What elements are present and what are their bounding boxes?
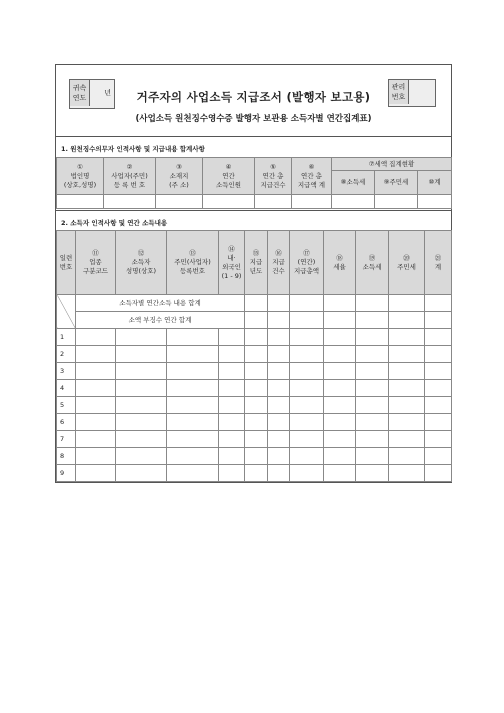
year-unit: 년 bbox=[104, 89, 111, 97]
input-cell[interactable] bbox=[76, 414, 116, 431]
input-cell[interactable] bbox=[290, 312, 324, 329]
input-cell[interactable] bbox=[76, 448, 116, 465]
col-resident-tax: ⑳ 주민세 bbox=[389, 231, 425, 295]
table-row bbox=[57, 465, 452, 482]
input-cell[interactable] bbox=[245, 329, 268, 346]
input-cell[interactable] bbox=[268, 295, 290, 312]
input-cell[interactable] bbox=[324, 363, 356, 380]
earners-table bbox=[56, 230, 452, 482]
input-cell[interactable] bbox=[418, 195, 452, 209]
input-cell[interactable] bbox=[425, 380, 452, 397]
table-row bbox=[57, 448, 452, 465]
input-cell[interactable] bbox=[290, 465, 324, 482]
col-total: ㉑ 계 bbox=[425, 231, 452, 295]
input-cell[interactable] bbox=[425, 448, 452, 465]
col-pay-count: ⑯ 지급 건수 bbox=[268, 231, 290, 295]
section2-heading bbox=[56, 210, 451, 231]
input-cell[interactable] bbox=[219, 380, 245, 397]
row-number: 3 bbox=[57, 363, 76, 380]
input-cell[interactable] bbox=[167, 363, 219, 380]
attribution-year-label: 귀속 연도 bbox=[70, 80, 90, 106]
input-cell[interactable] bbox=[425, 363, 452, 380]
input-cell[interactable] bbox=[203, 195, 255, 209]
row-number: 2 bbox=[57, 346, 76, 363]
input-cell[interactable] bbox=[389, 346, 425, 363]
input-cell[interactable] bbox=[219, 431, 245, 448]
input-cell[interactable] bbox=[389, 312, 425, 329]
input-cell[interactable] bbox=[76, 380, 116, 397]
row-number: 1 bbox=[57, 329, 76, 346]
section1-heading bbox=[56, 136, 451, 158]
table-row bbox=[57, 346, 452, 363]
input-cell[interactable] bbox=[324, 448, 356, 465]
table-row bbox=[57, 329, 452, 346]
input-cell[interactable] bbox=[268, 397, 290, 414]
input-cell[interactable] bbox=[245, 312, 268, 329]
input-cell[interactable] bbox=[116, 465, 167, 482]
data-rows bbox=[57, 329, 452, 482]
input-cell[interactable] bbox=[332, 195, 375, 209]
input-cell[interactable] bbox=[245, 346, 268, 363]
input-cell[interactable] bbox=[268, 363, 290, 380]
input-cell[interactable] bbox=[290, 397, 324, 414]
form-header bbox=[56, 65, 451, 136]
input-cell[interactable] bbox=[76, 329, 116, 346]
col-serial: 일련 번호 bbox=[57, 231, 76, 295]
col-reg-no: ⑬ 주민(사업자) 등록번호 bbox=[167, 231, 219, 295]
summary-small-label: 소액 부징수 연간 합계 bbox=[76, 312, 245, 329]
input-cell[interactable] bbox=[324, 346, 356, 363]
input-cell[interactable] bbox=[245, 397, 268, 414]
row-number: 5 bbox=[57, 397, 76, 414]
input-cell[interactable] bbox=[389, 465, 425, 482]
input-cell[interactable] bbox=[389, 329, 425, 346]
input-cell[interactable] bbox=[255, 195, 292, 209]
page-subtitle: (사업소득 원천징수영수증 발행자 보관용 소득자별 연간집계표) bbox=[135, 114, 372, 124]
table-row bbox=[57, 380, 452, 397]
col-annual-earners: ④ 연간 소득인원 bbox=[203, 158, 255, 195]
input-cell[interactable] bbox=[290, 295, 324, 312]
table-row bbox=[57, 397, 452, 414]
summary-total-label: 소득자별 연간소득 내용 합계 bbox=[76, 295, 245, 312]
input-cell[interactable] bbox=[116, 431, 167, 448]
input-cell[interactable] bbox=[219, 397, 245, 414]
page-title: 거주자의 사업소득 지급조서 (발행자 보고용) bbox=[136, 90, 371, 104]
input-cell[interactable] bbox=[245, 380, 268, 397]
input-cell[interactable] bbox=[57, 195, 104, 209]
input-cell[interactable] bbox=[389, 431, 425, 448]
input-cell[interactable] bbox=[290, 346, 324, 363]
management-number-label: 관리 번호 bbox=[389, 80, 409, 104]
input-cell[interactable] bbox=[290, 329, 324, 346]
table-row bbox=[57, 414, 452, 431]
table-row bbox=[57, 363, 452, 380]
col-income-tax: ⑧소득세 bbox=[332, 171, 375, 195]
input-cell[interactable] bbox=[324, 380, 356, 397]
input-cell[interactable] bbox=[156, 195, 203, 209]
input-cell[interactable] bbox=[167, 448, 219, 465]
input-cell[interactable] bbox=[324, 295, 356, 312]
col-pay-total: ⑰ (연간) 지급총액 bbox=[290, 231, 324, 295]
input-cell[interactable] bbox=[268, 465, 290, 482]
section2-title: 2. 소득자 인적사항 및 연간 소득내용 bbox=[61, 219, 168, 227]
col-industry-code: ⑪ 업종 구분코드 bbox=[76, 231, 116, 295]
col-pay-year: ⑮ 지급 년도 bbox=[245, 231, 268, 295]
col-income-tax: ⑲ 소득세 bbox=[356, 231, 389, 295]
col-biz-reg-no: ② 사업자(주민) 등 록 번 호 bbox=[104, 158, 156, 195]
col-tax-rate: ⑱ 세율 bbox=[324, 231, 356, 295]
input-cell[interactable] bbox=[356, 397, 389, 414]
input-cell[interactable] bbox=[324, 329, 356, 346]
input-cell[interactable] bbox=[389, 363, 425, 380]
report-form bbox=[55, 64, 452, 483]
input-cell[interactable] bbox=[116, 329, 167, 346]
input-cell[interactable] bbox=[167, 380, 219, 397]
input-cell[interactable] bbox=[389, 295, 425, 312]
input-cell[interactable] bbox=[167, 465, 219, 482]
input-cell[interactable] bbox=[290, 431, 324, 448]
input-cell[interactable] bbox=[268, 414, 290, 431]
row-number: 6 bbox=[57, 414, 76, 431]
input-cell[interactable] bbox=[324, 414, 356, 431]
input-cell[interactable] bbox=[268, 329, 290, 346]
input-cell[interactable] bbox=[268, 448, 290, 465]
input-cell[interactable] bbox=[290, 363, 324, 380]
col-corp-name: ① 법인명 (상호,성명) bbox=[57, 158, 104, 195]
input-cell[interactable] bbox=[268, 312, 290, 329]
col-tax-summary: ⑦세액 집계현황 bbox=[332, 158, 452, 171]
input-cell[interactable] bbox=[116, 380, 167, 397]
input-cell[interactable] bbox=[292, 195, 332, 209]
row-number: 7 bbox=[57, 431, 76, 448]
table-row bbox=[57, 431, 452, 448]
row-number: 9 bbox=[57, 465, 76, 482]
col-earner-name: ⑫ 소득자 성명(상호) bbox=[116, 231, 167, 295]
input-cell[interactable] bbox=[104, 195, 156, 209]
input-cell[interactable] bbox=[389, 414, 425, 431]
input-cell[interactable] bbox=[356, 380, 389, 397]
input-cell[interactable] bbox=[167, 431, 219, 448]
input-cell[interactable] bbox=[425, 397, 452, 414]
input-cell[interactable] bbox=[76, 397, 116, 414]
row-number: 8 bbox=[57, 448, 76, 465]
section1-title: 1. 원천징수의무자 인적사항 및 지급내용 합계사항 bbox=[61, 145, 205, 153]
input-cell[interactable] bbox=[356, 312, 389, 329]
col-resident-tax: ⑨주민세 bbox=[375, 171, 418, 195]
input-cell[interactable] bbox=[167, 414, 219, 431]
input-cell[interactable] bbox=[116, 397, 167, 414]
input-cell[interactable] bbox=[167, 346, 219, 363]
input-cell[interactable] bbox=[356, 363, 389, 380]
input-cell[interactable] bbox=[389, 448, 425, 465]
input-cell[interactable] bbox=[324, 312, 356, 329]
input-cell[interactable] bbox=[324, 465, 356, 482]
input-cell[interactable] bbox=[245, 465, 268, 482]
input-cell[interactable] bbox=[425, 346, 452, 363]
input-cell[interactable] bbox=[219, 329, 245, 346]
input-cell[interactable] bbox=[116, 363, 167, 380]
input-cell[interactable] bbox=[425, 414, 452, 431]
input-cell[interactable] bbox=[356, 346, 389, 363]
input-cell[interactable] bbox=[425, 295, 452, 312]
input-cell[interactable] bbox=[219, 414, 245, 431]
input-cell[interactable] bbox=[324, 397, 356, 414]
col-address: ③ 소재지 (주 소) bbox=[156, 158, 203, 195]
input-cell[interactable] bbox=[389, 380, 425, 397]
input-cell[interactable] bbox=[389, 397, 425, 414]
input-cell[interactable] bbox=[76, 346, 116, 363]
input-cell[interactable] bbox=[290, 448, 324, 465]
input-cell[interactable] bbox=[356, 431, 389, 448]
input-cell[interactable] bbox=[425, 431, 452, 448]
input-cell[interactable] bbox=[116, 414, 167, 431]
input-cell[interactable] bbox=[356, 465, 389, 482]
input-cell[interactable] bbox=[167, 397, 219, 414]
input-cell[interactable] bbox=[268, 346, 290, 363]
input-cell[interactable] bbox=[245, 431, 268, 448]
input-cell[interactable] bbox=[116, 448, 167, 465]
col-nationality: ⑭ 내· 외국인 (1 - 9) bbox=[219, 231, 245, 295]
input-cell[interactable] bbox=[76, 431, 116, 448]
input-cell[interactable] bbox=[245, 448, 268, 465]
input-cell[interactable] bbox=[116, 346, 167, 363]
row-number: 4 bbox=[57, 380, 76, 397]
col-annual-total: ⑥ 연간 총 지급액 계 bbox=[292, 158, 332, 195]
input-cell[interactable] bbox=[76, 465, 116, 482]
input-cell[interactable] bbox=[425, 312, 452, 329]
input-cell[interactable] bbox=[268, 380, 290, 397]
input-cell[interactable] bbox=[219, 346, 245, 363]
input-cell[interactable] bbox=[167, 329, 219, 346]
input-cell[interactable] bbox=[356, 295, 389, 312]
input-cell[interactable] bbox=[356, 329, 389, 346]
input-cell[interactable] bbox=[425, 329, 452, 346]
input-cell[interactable] bbox=[245, 363, 268, 380]
col-tax-total: ⑩계 bbox=[418, 171, 452, 195]
input-cell[interactable] bbox=[290, 380, 324, 397]
input-cell[interactable] bbox=[356, 414, 389, 431]
input-cell[interactable] bbox=[245, 295, 268, 312]
input-cell[interactable] bbox=[219, 363, 245, 380]
input-cell[interactable] bbox=[425, 465, 452, 482]
management-number-box bbox=[388, 79, 436, 107]
input-cell[interactable] bbox=[219, 448, 245, 465]
input-cell[interactable] bbox=[219, 465, 245, 482]
input-cell[interactable] bbox=[290, 414, 324, 431]
input-cell[interactable] bbox=[356, 448, 389, 465]
withholder-table bbox=[56, 157, 452, 209]
input-cell[interactable] bbox=[268, 431, 290, 448]
summary-diagonal-cell bbox=[57, 295, 76, 329]
input-cell[interactable] bbox=[324, 431, 356, 448]
input-cell[interactable] bbox=[245, 414, 268, 431]
col-annual-count: ⑤ 연간 총 지급건수 bbox=[255, 158, 292, 195]
input-cell[interactable] bbox=[375, 195, 418, 209]
input-cell[interactable] bbox=[76, 363, 116, 380]
